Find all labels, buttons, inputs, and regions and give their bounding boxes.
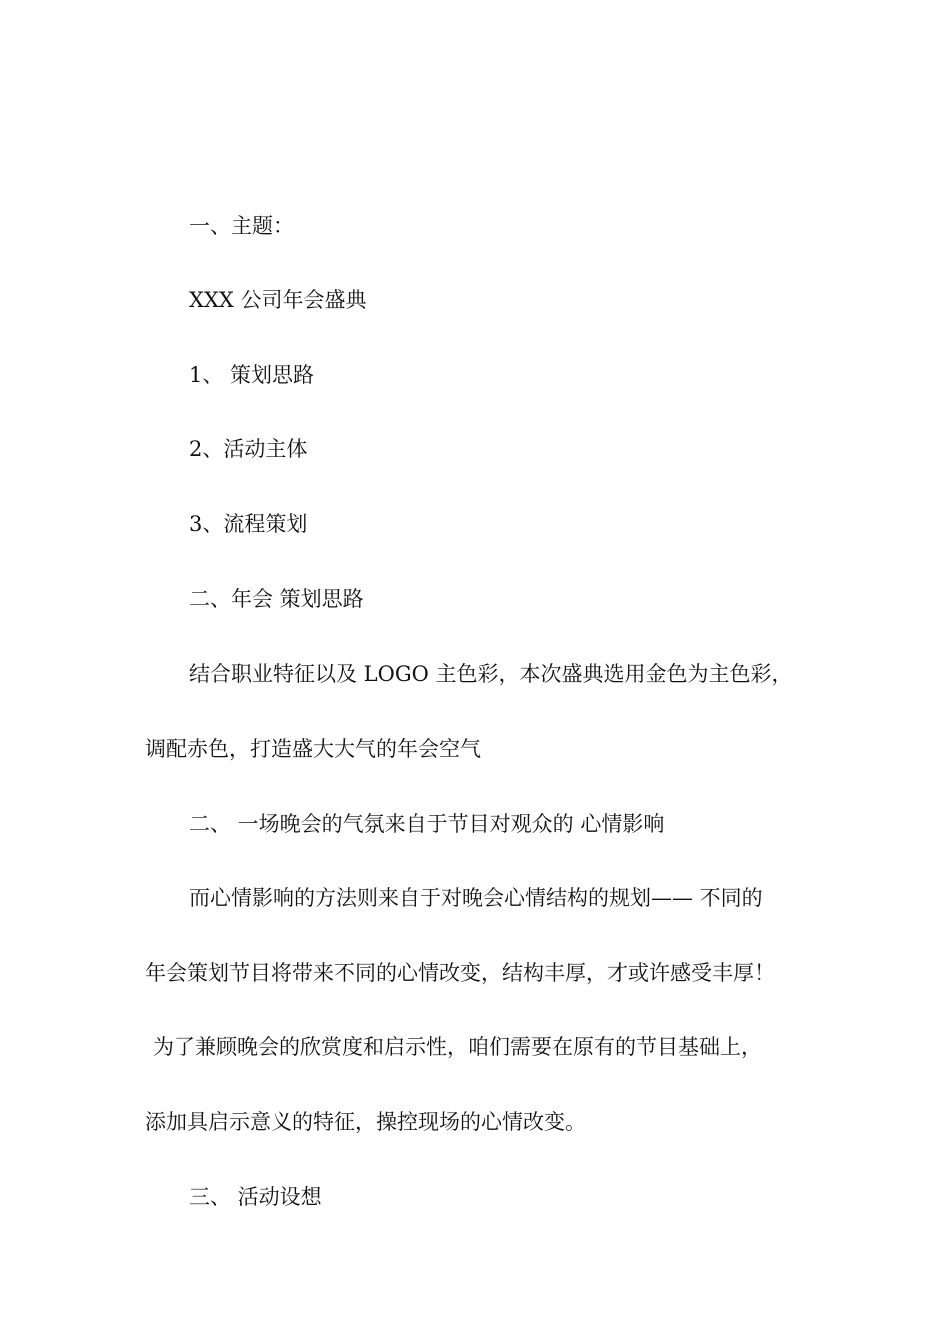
paragraph-line: 结合职业特征以及 LOGO 主色彩，本次盛典选用金色为主色彩， xyxy=(189,662,793,686)
section-heading-atmosphere: 二、 一场晚会的气氛来自于节目对观众的 心情影响 xyxy=(189,812,665,836)
paragraph-line: 调配赤色，打造盛大大气的年会空气 xyxy=(145,737,481,761)
paragraph-line: 年会策划节目将带来不同的心情改变，结构丰厚，才或许感受丰厚！ xyxy=(145,961,775,985)
outline-item-2: 2、活动主体 xyxy=(189,437,308,461)
paragraph-line: 而心情影响的方法则来自于对晚会心情结构的规划—— 不同的 xyxy=(189,886,763,910)
paragraph-line: 添加具启示意义的特征，操控现场的心情改变。 xyxy=(145,1110,586,1134)
outline-item-3: 3、流程策划 xyxy=(189,512,308,536)
paragraph-line: 为了兼顾晚会的欣赏度和启示性，咱们需要在原有的节目基础上， xyxy=(153,1035,762,1059)
theme-title: XXX 公司年会盛典 xyxy=(189,288,367,312)
outline-item-1: 1、 策划思路 xyxy=(189,363,315,387)
section-heading-planning-idea: 二、年会 策划思路 xyxy=(189,587,364,611)
section-heading-theme: 一、主题： xyxy=(189,214,294,238)
section-heading-activity-concept: 三、 活动设想 xyxy=(189,1185,322,1209)
